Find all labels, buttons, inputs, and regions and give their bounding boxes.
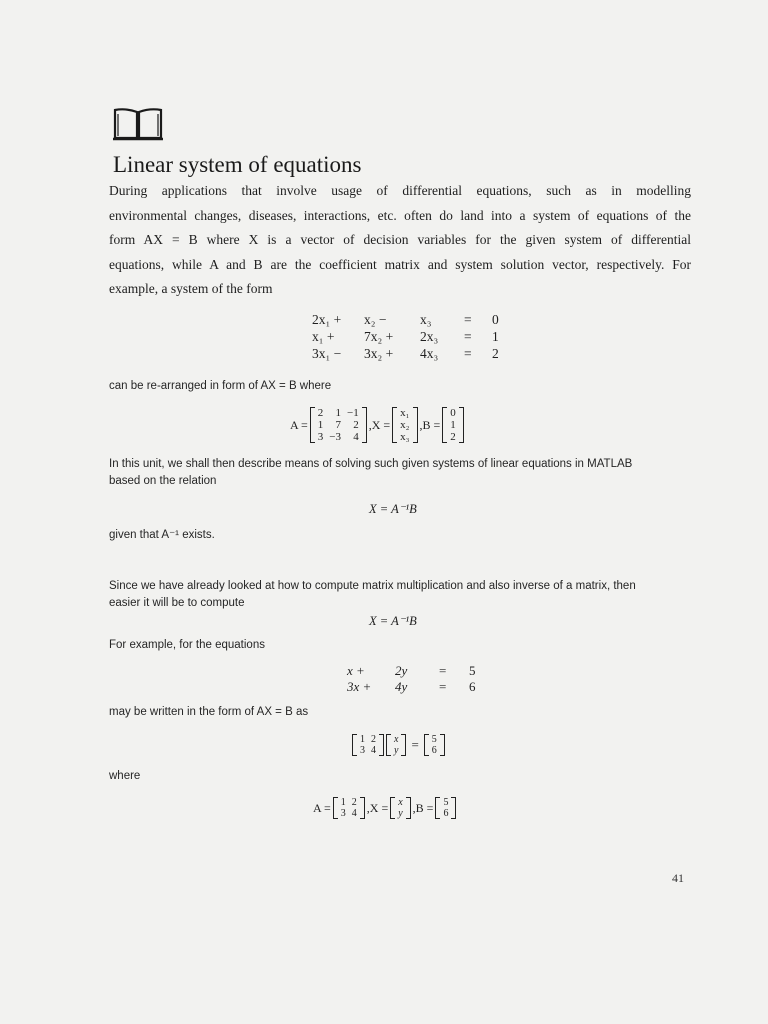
where-text: where	[109, 770, 141, 782]
sys1-r1-c5: 0	[492, 312, 499, 327]
sys1-r3-c5: 2	[492, 346, 499, 361]
sys1-r2-c5: 1	[492, 329, 499, 344]
sys1-r1-c1: 2x₁ +	[312, 312, 342, 327]
sys1-r2-c4: =	[464, 329, 472, 344]
matrix-a: 2 1 −1 1 7 2 3 −3 4	[310, 407, 367, 443]
equation-system-2	[347, 663, 481, 695]
intro-line-2: environmental changes, diseases, interactions, etc. often do land into a system of equations of the	[109, 207, 691, 223]
rearranged-text: can be re-arranged in form of AX = B where	[109, 380, 332, 392]
sys2-r2-c3: =	[439, 679, 447, 694]
intro-line-1: During applications that involve usage of differential equations, such as in modelling	[109, 183, 691, 198]
matrix-equation	[352, 734, 445, 756]
page-number: 41	[672, 871, 684, 885]
intro-line-3: form AX = B where X is a vector of decision variables for the given system of differential	[109, 232, 691, 247]
matrix2-b: 5 6	[435, 797, 456, 819]
sys2-r1-c2: 2y	[395, 663, 408, 678]
sys2-r2-c2: 4y	[395, 679, 408, 694]
relation-1: X = A⁻¹B	[369, 502, 417, 516]
relation-2: X = A⁻¹B	[369, 614, 417, 628]
matrix2-b-label: ,B =	[412, 800, 434, 815]
matrix-a-label: A =	[290, 417, 308, 432]
sys2-r1-c3: =	[439, 663, 447, 678]
sys2-r1-c4: 5	[469, 663, 476, 678]
sys2-r2-c4: 6	[469, 679, 476, 694]
matrix2-x-label: ,X =	[366, 800, 389, 815]
matrix-x: x₁ x₂ x₃	[392, 407, 417, 443]
unit-text-line-1: In this unit, we shall then describe means of solving such given systems of linear equations in MATLAB	[109, 458, 633, 470]
intro-paragraph	[109, 179, 691, 302]
sys1-r2-c1: x₁ +	[312, 329, 335, 344]
matrix-eq-x: x y	[386, 734, 406, 756]
since-text-line-2: easier it will be to compute	[109, 597, 245, 609]
sys1-r3-c1: 3x₁ −	[312, 346, 342, 361]
written-text: may be written in the form of AX = B as	[109, 706, 309, 718]
unit-text-line-2: based on the relation	[109, 475, 217, 487]
since-text-line-1: Since we have already looked at how to compute matrix multiplication and also inverse of a matrix, then	[109, 580, 636, 592]
matrix-eq-a: 1 2 3 4	[352, 734, 384, 756]
sys1-r2-c3: 2x₃	[420, 329, 439, 344]
open-book-icon	[112, 106, 164, 142]
given-text: given that A⁻¹ exists.	[109, 529, 215, 541]
matrix-b: 0 1 2	[442, 407, 464, 443]
intro-line-5: example, a system of the form	[109, 281, 273, 296]
sys1-r1-c3: x₃	[420, 312, 432, 327]
section-title: Linear system of equations	[113, 152, 362, 177]
equation-system-1	[312, 311, 506, 362]
matrix2-x: x y	[390, 797, 410, 819]
matrix-definition-2	[313, 797, 456, 819]
matrix-x-label: ,X =	[368, 417, 391, 432]
matrix-definition-1	[290, 407, 464, 443]
sys1-r3-c4: =	[464, 346, 472, 361]
matrix2-a-label: A =	[313, 800, 331, 815]
matrix2-a: 1 2 3 4	[333, 797, 365, 819]
matrix-eq-b: 5 6	[424, 734, 445, 756]
sys1-r2-c2: 7x₂ +	[364, 329, 394, 344]
example-text: For example, for the equations	[109, 639, 265, 651]
matrix-b-label: ,B =	[419, 417, 441, 432]
sys2-r2-c1: 3x +	[347, 679, 372, 694]
sys1-r3-c2: 3x₂ +	[364, 346, 394, 361]
sys1-r1-c2: x₂ −	[364, 312, 387, 327]
matrix-eq-equals: =	[411, 737, 419, 752]
sys1-r3-c3: 4x₃	[420, 346, 439, 361]
sys2-r1-c1: x +	[347, 663, 365, 678]
sys1-r1-c4: =	[464, 312, 472, 327]
intro-line-4: equations, while A and B are the coefficient matrix and system solution vector, respectively. For	[109, 256, 691, 272]
